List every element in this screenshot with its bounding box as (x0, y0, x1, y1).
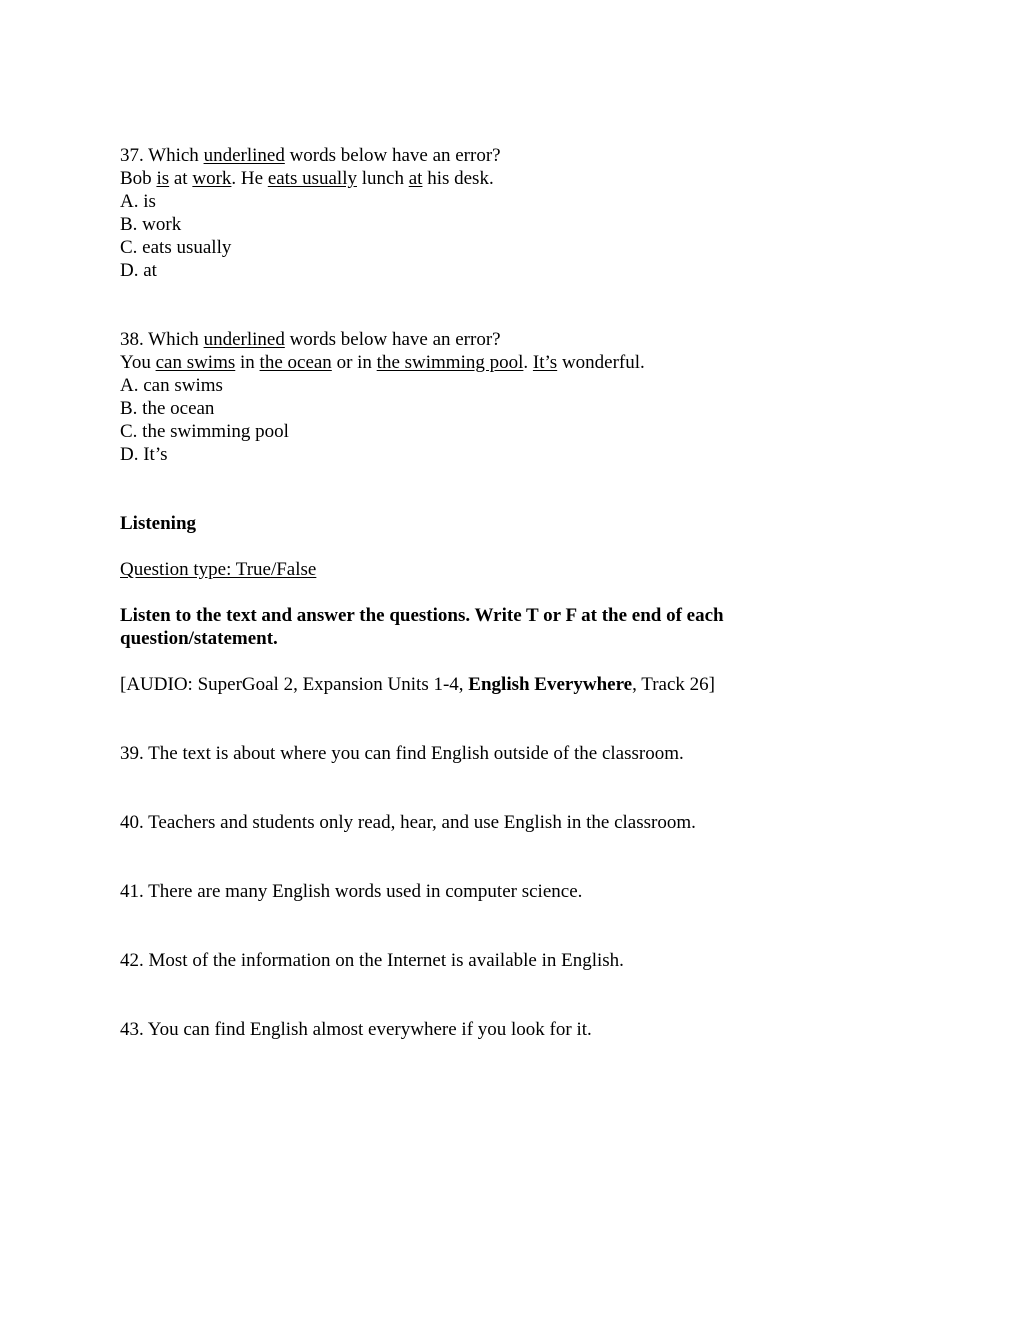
q37-stem: 37. Which underlined words below have an error? (120, 145, 501, 166)
instruction-line-1: Listen to the text and answer the questions. Write T or F at the end of each (120, 605, 724, 626)
q37-stem-underlined: underlined (203, 145, 285, 166)
q38-underlined-3: the swimming pool (376, 352, 524, 373)
q37-option-a: A. is (120, 191, 156, 212)
q38-underlined-2: the ocean (259, 352, 332, 373)
q37-option-d: D. at (120, 260, 157, 281)
statement-39: 39. The text is about where you can find English outside of the classroom. (120, 743, 684, 764)
statement-40: 40. Teachers and students only read, hear, and use English in the classroom. (120, 812, 696, 833)
section-heading-listening: Listening (120, 513, 197, 534)
q37-sentence: Bob is at work. He eats usually lunch at his desk. (120, 168, 494, 189)
q38-option-b: B. the ocean (120, 398, 215, 419)
audio-reference: [AUDIO: SuperGoal 2, Expansion Units 1-4, English Everywhere, Track 26] (120, 674, 715, 695)
statement-42: 42. Most of the information on the Internet is available in English. (120, 950, 624, 971)
q38-stem: 38. Which underlined words below have an error? (120, 329, 501, 350)
statement-41: 41. There are many English words used in computer science. (120, 881, 583, 902)
q37-underlined-3: eats usually (267, 168, 357, 189)
q38-option-d: D. It’s (120, 444, 168, 465)
statement-43: 43. You can find English almost everywhere if you look for it. (120, 1019, 592, 1040)
q38-sentence: You can swims in the ocean or in the swimming pool. It’s wonderful. (120, 352, 645, 373)
q37-underlined-2: work (192, 168, 232, 189)
q38-underlined-4: It’s (532, 352, 558, 373)
q38-stem-underlined: underlined (203, 329, 285, 350)
q37-option-b: B. work (120, 214, 182, 235)
q38-underlined-1: can swims (155, 352, 236, 373)
q37-option-c: C. eats usually (120, 237, 232, 258)
instruction-line-2: question/statement. (120, 628, 278, 649)
q38-option-a: A. can swims (120, 375, 223, 396)
q37-underlined-1: is (156, 168, 170, 189)
audio-title: English Everywhere (468, 674, 633, 695)
q37-underlined-4: at (408, 168, 423, 189)
question-type: Question type: True/False (120, 559, 317, 580)
q38-option-c: C. the swimming pool (120, 421, 289, 442)
